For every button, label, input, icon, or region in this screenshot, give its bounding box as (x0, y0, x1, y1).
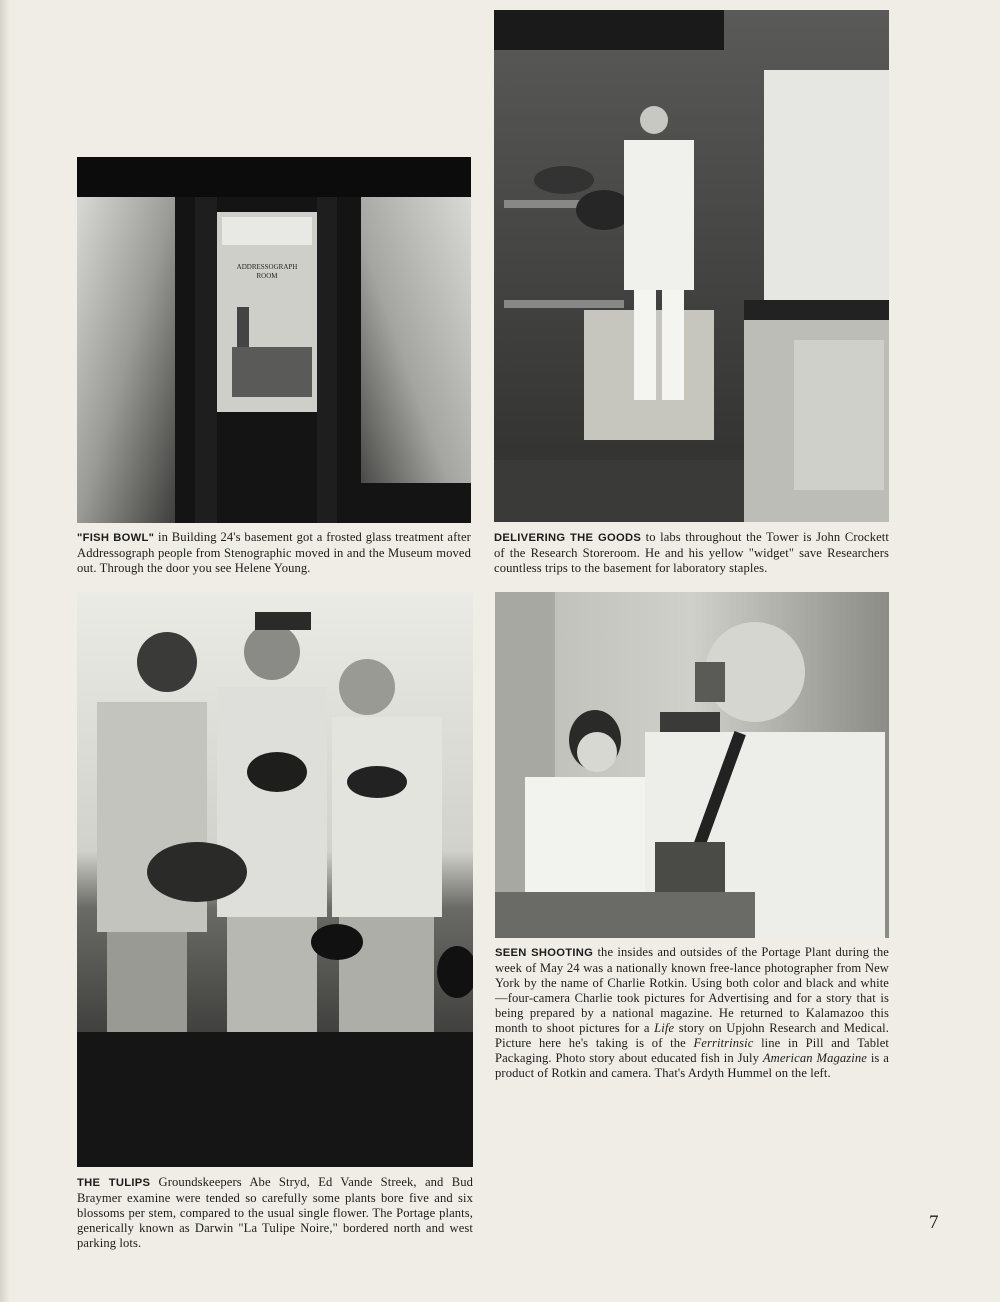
tulips-photo (77, 592, 473, 1167)
fish-bowl-caption-text: in Building 24's basement got a frosted glass treatment after Addressograph people from Stenographic moved in and the Museum moved out. Through the door you see Helene Young. (77, 530, 471, 575)
american-magazine-name: American Magazine (762, 1051, 867, 1065)
seen-shooting-caption-text-3: line in Pill and Tablet Packaging. Photo story about educated fish in July (495, 1036, 889, 1065)
page-edge-shadow (0, 0, 10, 1302)
addressograph-sign (227, 263, 307, 281)
delivering-goods-caption-text: to labs throughout the Tower is John Crockett of the Research Storeroom. He and his yellow "widget" save Researchers countless trips to the basement for laboratory staples. (494, 530, 889, 575)
delivering-goods-caption-lead: DELIVERING THE GOODS (494, 532, 642, 544)
delivering-goods-photo (494, 10, 889, 522)
tulips-caption (77, 1175, 473, 1251)
seen-shooting-caption-text-1: the insides and outsides of the Portage Plant during the week of May 24 was a nationally known free-lance photographer from New York by the name of Charlie Rotkin. Using both color and black and white—four-camera Charlie took pictures for Advertising and for a story that is being prepared by a national magazine. He returned to Kalamazoo this month to shoot pictures for a (495, 945, 889, 1035)
seen-shooting-photo (495, 592, 889, 938)
tulips-caption-text: Groundskeepers Abe Stryd, Ed Vande Streek, and Bud Braymer examine were tended so carefully some plants bore five and six blossoms per stem, compared to the usual single flower. The Portage plants, generically known as Darwin "La Tulipe Noire," bordered north and west parking lots. (77, 1175, 473, 1250)
sign-line-2: ROOM (256, 272, 278, 280)
tulips-caption-lead: THE TULIPS (77, 1177, 151, 1189)
sign-line-1: ADDRESSOGRAPH (236, 263, 298, 271)
seen-shooting-caption-lead: SEEN SHOOTING (495, 947, 594, 959)
seen-shooting-caption-text-4: is a product of Rotkin and camera. That's Ardyth Hummel on the left. (495, 1051, 889, 1080)
seen-shooting-caption-text-2: story on Upjohn Research and Medical. Picture here he's taking is of the (495, 1021, 889, 1050)
seen-shooting-caption (495, 945, 889, 1081)
ferritrinsic-product-name: Ferritrinsic (693, 1036, 754, 1050)
delivering-goods-caption (494, 530, 889, 576)
fish-bowl-photo (77, 157, 471, 523)
fish-bowl-caption (77, 530, 471, 576)
page-number: 7 (929, 1212, 939, 1233)
fish-bowl-caption-lead: "FISH BOWL" (77, 532, 155, 544)
life-magazine-name: Life (654, 1021, 675, 1035)
